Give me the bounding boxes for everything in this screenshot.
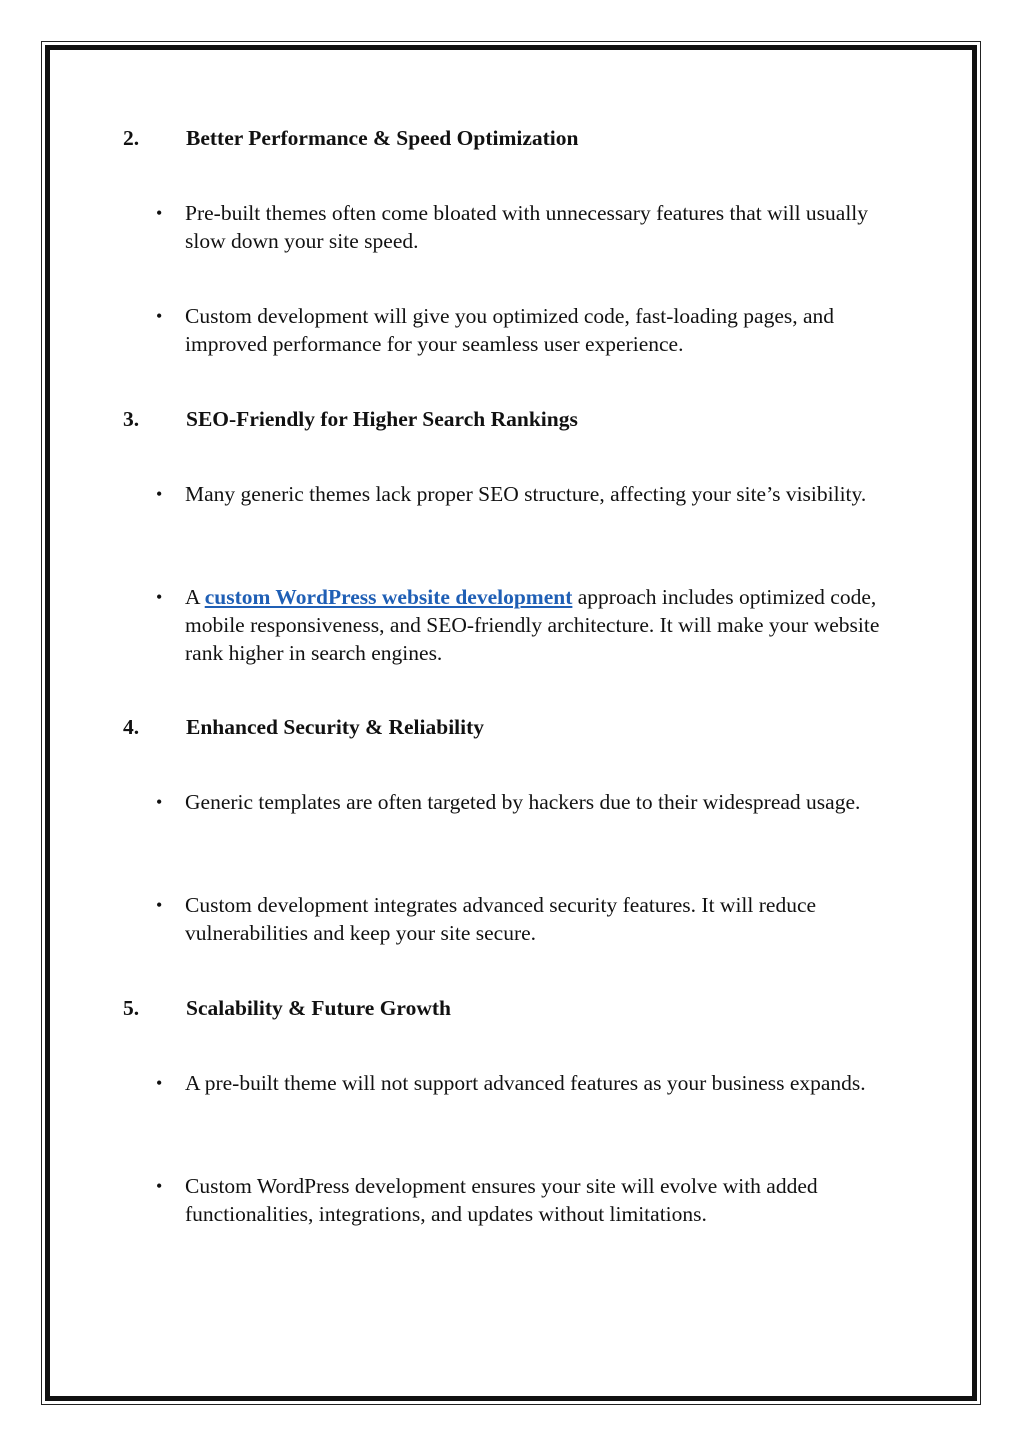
list-item-text: Custom development integrates advanced security features. It will reduce vulnerabilities and keep your site secure. (185, 893, 817, 945)
custom-wordpress-link[interactable]: custom WordPress website development (204, 585, 573, 609)
list-item (156, 1069, 886, 1097)
section-number: 4. (123, 715, 140, 739)
list-item-text: A pre-built theme will not support advanced features as your business expands. (185, 1071, 866, 1095)
list-item (156, 199, 886, 255)
section-heading (123, 713, 484, 741)
section-heading (123, 124, 578, 152)
bullet-icon: • (156, 203, 163, 223)
bullet-icon: • (156, 484, 163, 504)
list-item (156, 1172, 886, 1228)
bullet-icon: • (156, 306, 163, 326)
section-heading (123, 405, 578, 433)
bullet-icon: • (156, 895, 163, 915)
list-item (156, 302, 886, 358)
bullet-icon: • (156, 792, 163, 812)
section-number: 3. (123, 407, 140, 431)
list-item-prefix: A (185, 585, 205, 609)
section-heading (123, 994, 451, 1022)
section-title: SEO-Friendly for Higher Search Rankings (186, 407, 578, 431)
section-title: Scalability & Future Growth (186, 996, 451, 1020)
list-item (156, 583, 886, 667)
bullet-icon: • (156, 1176, 163, 1196)
section-title: Better Performance & Speed Optimization (186, 126, 579, 150)
list-item-text (185, 583, 886, 667)
list-item-text: Many generic themes lack proper SEO structure, affecting your site’s visibility. (185, 482, 867, 506)
list-item-text: Custom WordPress development ensures your site will evolve with added functionalities, integrations, and updates without limitations. (185, 1174, 818, 1226)
list-item-text: Generic templates are often targeted by hackers due to their widespread usage. (185, 790, 861, 814)
section-title: Enhanced Security & Reliability (186, 715, 485, 739)
bullet-icon: • (156, 587, 163, 607)
list-item (156, 891, 886, 947)
list-item (156, 788, 886, 816)
section-number: 5. (123, 996, 140, 1020)
list-item-text: Pre-built themes often come bloated with unnecessary features that will usually slow down your site speed. (185, 201, 869, 253)
list-item-text: Custom development will give you optimized code, fast-loading pages, and improved performance for your seamless user experience. (185, 304, 835, 356)
section-number: 2. (123, 126, 140, 150)
list-item-suffix: approach includes optimized code, mobile responsiveness, and SEO-friendly architecture. It will make your website rank higher in search engines. (185, 585, 880, 665)
bullet-icon: • (156, 1073, 163, 1093)
list-item (156, 480, 886, 508)
